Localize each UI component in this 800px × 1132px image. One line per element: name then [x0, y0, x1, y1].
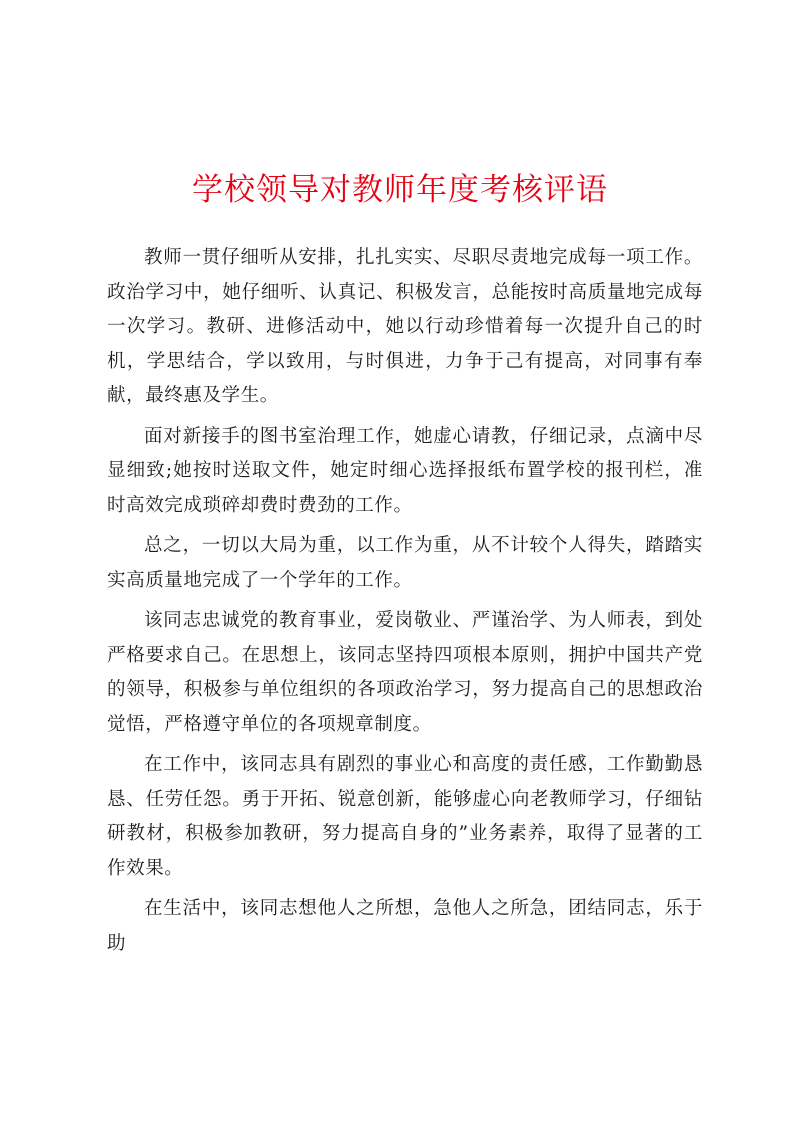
document-title: 学校领导对教师年度考核评语 — [192, 172, 608, 208]
paragraph-5: 在工作中，该同志具有剧烈的事业心和高度的责任感，工作勤勤恳恳、任劳任怨。勇于开拓、锐意创新，能够虚心向老教师学习，仔细钻研教材，积极参加教研，努力提高自身的”业务素养，取得了显著的工作效果。 — [107, 754, 703, 879]
paragraph-2: 面对新接手的图书室治理工作，她虚心请教，仔细记录，点滴中尽显细致;她按时送取文件，她定时细心选择报纸布置学校的报刊栏，准时高效完成琐碎却费时费劲的工作。 — [107, 425, 703, 516]
paragraph-1: 教师一贯仔细听从安排，扎扎实实、尽职尽责地完成每一项工作。政治学习中，她仔细听、认真记、积极发言，总能按时高质量地完成每一次学习。教研、进修活动中，她以行动珍惜着每一次提升自己的时机，学思结合，学以致用，与时俱进，力争于己有提高，对同事有奉献，最终惠及学生。 — [107, 247, 703, 406]
document-body — [107, 241, 703, 967]
paragraph-4: 该同志忠诚党的教育事业，爱岗敬业、严谨治学、为人师表，到处严格要求自己。在思想上，该同志坚持四项根本原则，拥护中国共产党的领导，积极参与单位组织的各项政治学习，努力提高自己的思想政治觉悟，严格遵守单位的各项规章制度。 — [107, 610, 703, 735]
paragraph-6: 在生活中，该同志想他人之所想，急他人之所急，团结同志，乐于助 — [107, 898, 703, 954]
paragraph-3: 总之，一切以大局为重，以工作为重，从不计较个人得失，踏踏实实高质量地完成了一个学年的工作。 — [107, 535, 703, 591]
